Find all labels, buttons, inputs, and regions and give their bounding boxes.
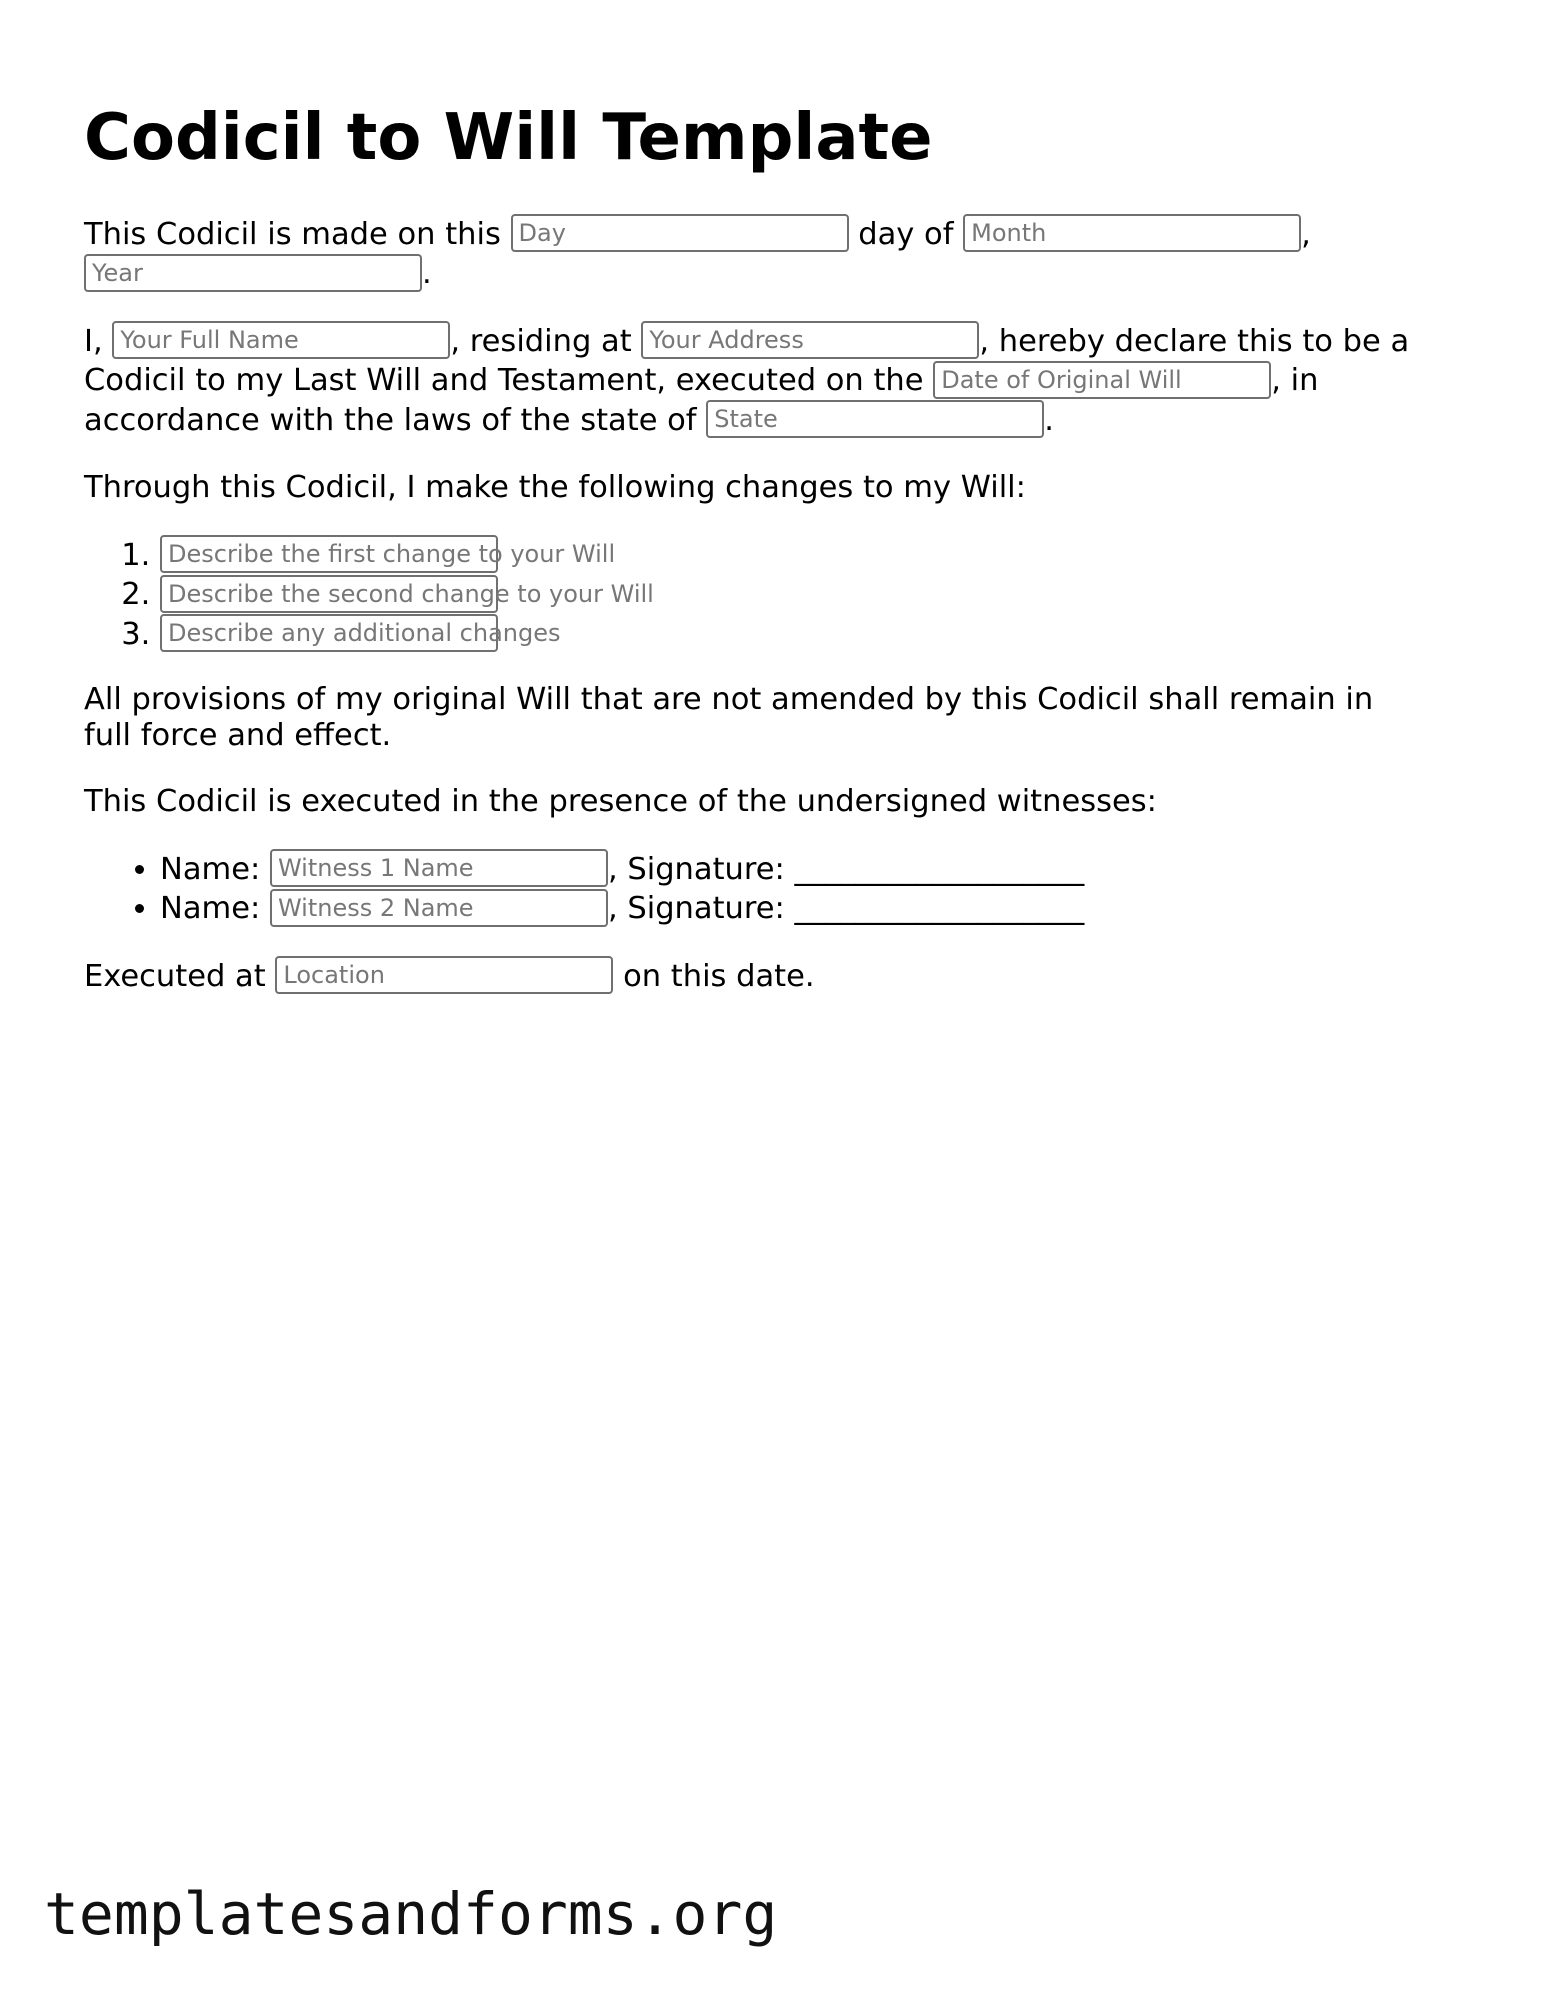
year-input[interactable]: Year: [84, 254, 422, 292]
witness-2-name-input[interactable]: Witness 2 Name: [270, 889, 608, 927]
residing-at-text: , residing at: [450, 323, 632, 359]
declaration-paragraph: [84, 322, 1424, 441]
execution-paragraph: [84, 957, 1424, 997]
location-input[interactable]: Location: [275, 956, 613, 994]
witness-intro: This Codicil is executed in the presence of the undersigned witnesses:: [84, 784, 1157, 820]
witness-2-name-label: Name:: [160, 891, 261, 927]
watermark: templatesandforms.org: [44, 1880, 778, 1948]
change-2-input[interactable]: Describe the second change to your Will: [160, 575, 498, 613]
day-input[interactable]: Day: [511, 214, 849, 252]
witness-1-signature-line: , Signature: ___________________: [607, 851, 1085, 887]
changes-intro: Through this Codicil, I make the following changes to my Will:: [84, 470, 1026, 506]
provisions-paragraph: All provisions of my original Will that are not amended by this Codicil shall remain in full force and effect.: [84, 682, 1374, 754]
witness-item-1: [160, 850, 1424, 890]
intro-paragraph: [84, 215, 1424, 294]
in-accordance-text: , in accordance with the laws of the state of: [84, 363, 1319, 438]
witness-1-name-input[interactable]: Witness 1 Name: [270, 849, 608, 887]
month-input[interactable]: Month: [963, 214, 1301, 252]
day-of-text: day of: [858, 216, 954, 252]
state-input[interactable]: State: [706, 400, 1044, 438]
original-will-date-input[interactable]: Date of Original Will: [933, 361, 1271, 399]
change-1-input[interactable]: Describe the first change to your Will: [160, 535, 498, 573]
declaration-i: I,: [84, 323, 103, 359]
address-input[interactable]: Your Address: [641, 321, 979, 359]
page-title: Codicil to Will Template: [84, 101, 933, 175]
full-name-input[interactable]: Your Full Name: [112, 321, 450, 359]
change-item-1: [160, 536, 1424, 576]
comma-text: ,: [1301, 216, 1311, 252]
period-text: .: [422, 256, 432, 292]
witness-item-2: [160, 889, 1424, 929]
declaration-period: .: [1044, 402, 1054, 438]
witness-list: [84, 850, 1424, 929]
document-page: [84, 100, 1424, 1024]
witness-2-signature-line: , Signature: ___________________: [607, 891, 1085, 927]
change-item-2: [160, 575, 1424, 615]
intro-prefix: This Codicil is made on this: [84, 216, 501, 252]
on-this-date-text: on this date.: [623, 958, 815, 994]
change-3-input[interactable]: Describe any additional changes: [160, 614, 498, 652]
hereby-text: , hereby declare this to be a Codicil to my Last Will and Testament, executed on the: [84, 323, 1410, 399]
witness-1-name-label: Name:: [160, 851, 261, 887]
changes-list: [84, 536, 1424, 655]
executed-at-text: Executed at: [84, 958, 266, 994]
change-item-3: [160, 615, 1424, 655]
